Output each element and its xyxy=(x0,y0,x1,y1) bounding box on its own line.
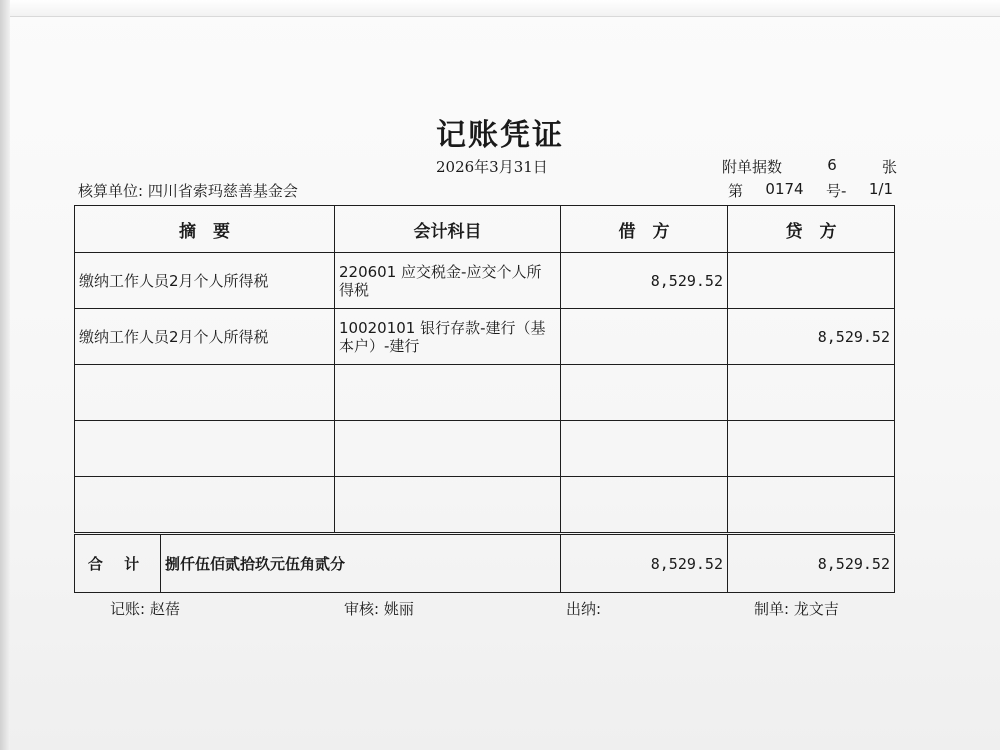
voucher-date: 2026年3月31日 xyxy=(436,158,548,176)
voucher-number xyxy=(728,180,893,201)
row-credit: 8,529.52 xyxy=(728,309,895,365)
voucher-number-suffix: 号- xyxy=(826,182,847,200)
table-row xyxy=(75,365,895,421)
voucher-number-prefix: 第 xyxy=(728,182,744,200)
row-debit xyxy=(561,365,728,421)
row-debit: 8,529.52 xyxy=(561,253,728,309)
row-credit xyxy=(728,421,895,477)
total-amount-words: 捌仟伍佰贰拾玖元伍角贰分 xyxy=(161,534,561,593)
attachments-unit: 张 xyxy=(881,158,897,176)
row-account xyxy=(335,365,561,421)
table-row xyxy=(75,253,895,309)
attachments-label: 附单据数 xyxy=(722,158,783,176)
row-debit xyxy=(561,421,728,477)
table-header-row xyxy=(75,206,895,253)
row-account: 220601 应交税金-应交个人所得税 xyxy=(335,253,561,309)
row-summary: 缴纳工作人员2月个人所得税 xyxy=(75,253,335,309)
attachments-info xyxy=(722,156,897,177)
total-credit: 8,529.52 xyxy=(728,534,895,593)
total-label: 合 计 xyxy=(75,534,161,593)
row-credit xyxy=(728,477,895,534)
row-debit xyxy=(561,309,728,365)
header-account: 会计科目 xyxy=(335,206,561,253)
paper-top-edge xyxy=(0,0,1000,17)
header-debit: 借 方 xyxy=(561,206,728,253)
header-summary: 摘 要 xyxy=(75,206,335,253)
row-summary: 缴纳工作人员2月个人所得税 xyxy=(75,309,335,365)
header-credit: 贷 方 xyxy=(728,206,895,253)
signature-cashier: 出纳: xyxy=(566,600,602,618)
signature-reviewer: 审核: 姚丽 xyxy=(344,600,414,618)
row-summary xyxy=(75,421,335,477)
row-credit xyxy=(728,365,895,421)
row-account xyxy=(335,477,561,534)
signature-bookkeeper: 记账: 赵蓓 xyxy=(110,600,180,618)
row-summary xyxy=(75,477,335,534)
total-debit: 8,529.52 xyxy=(561,534,728,593)
table-row xyxy=(75,309,895,365)
row-account: 10020101 银行存款-建行（基本户）-建行 xyxy=(335,309,561,365)
signature-preparer: 制单: 龙文吉 xyxy=(754,600,839,618)
accounting-unit: 核算单位: 四川省索玛慈善基金会 xyxy=(78,182,298,200)
attachments-count: 6 xyxy=(827,156,837,174)
voucher-number-value: 0174 xyxy=(765,180,804,198)
voucher-page: 1/1 xyxy=(868,180,893,198)
row-summary xyxy=(75,365,335,421)
voucher-table xyxy=(74,205,895,593)
row-account xyxy=(335,421,561,477)
row-credit xyxy=(728,253,895,309)
total-row xyxy=(75,534,895,593)
table-row xyxy=(75,421,895,477)
row-debit xyxy=(561,477,728,534)
table-row xyxy=(75,477,895,534)
voucher-title: 记账凭证 xyxy=(436,118,564,153)
